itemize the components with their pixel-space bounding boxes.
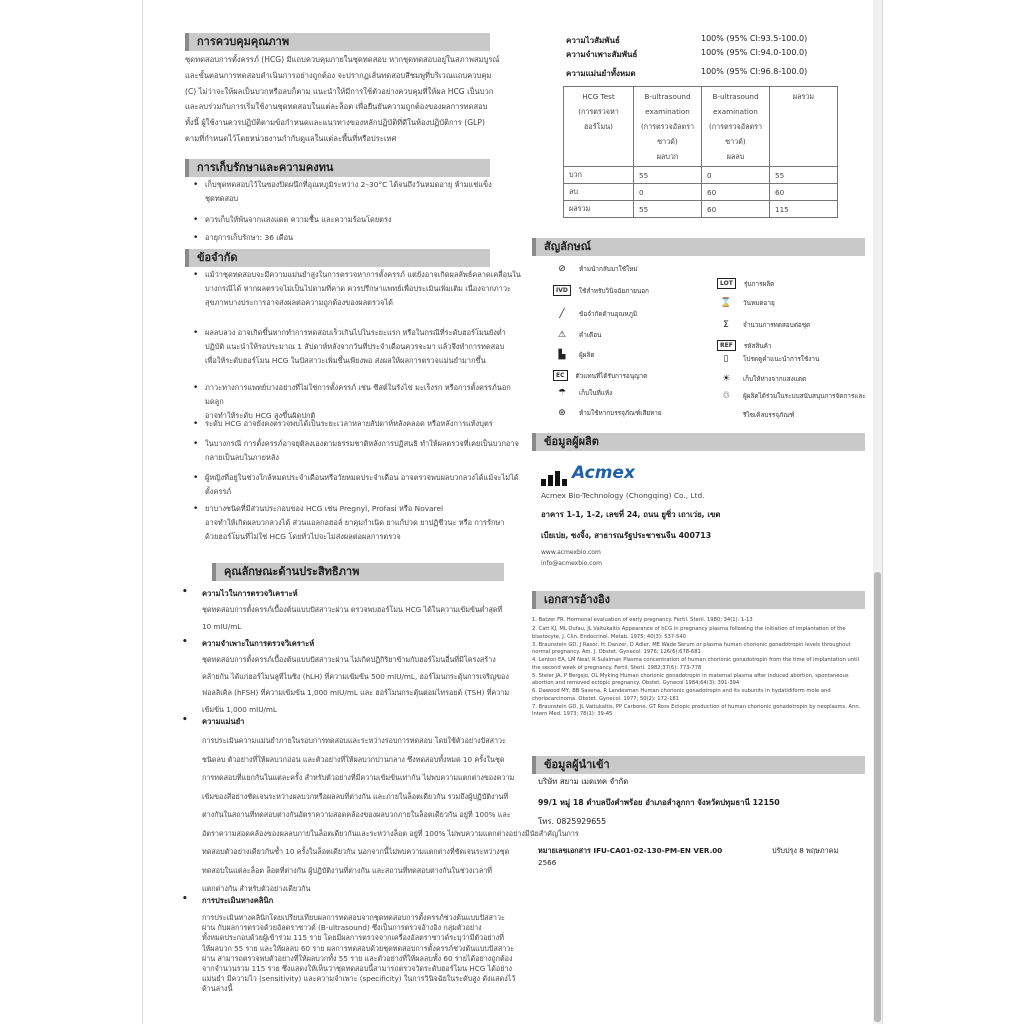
table-cell: 55 [634,201,702,218]
right-margin [882,0,1024,1024]
clin-lines: แม่นยำ มีความไว (sensitivity) และความจำเพาะ (specificity) ในการวินิจฉัยในระดับสูง ดังแสดงไว้ [202,974,516,984]
acc-lines: แตกต่างกัน สำหรับตัวอย่างเดียวกัน [202,884,311,893]
stat-label: ความจำเพาะสัมพันธ์ [566,50,638,59]
table-header-line: ผลรวม [792,92,815,101]
symbol-icon: ⚠ [557,330,567,340]
table-row [564,167,838,184]
limits-item [191,268,521,310]
storage-item: • ควรเก็บให้พ้นจากแสงแดด ความชื้น และความร้อนโดยตรง [191,213,511,227]
reference-item: 5. Steier JA, P Bergsjo, OL Myking Human chorionic gonadotropin in maternal plasma after induced abortion, spontaneous abortion and removed ectopic pregnancy. Obstet. Gynecol 1984;64(3): 391-394 [532,672,849,686]
acc-lines: การทดสอบที่แยกกันในแต่ละครั้ง สำหรับตัวอย่างที่มีความเข้มข้นเท่ากัน ไม่พบความแตกต่างของความ [202,773,515,782]
symbol-left-row [553,264,638,274]
storage-item: • เก็บชุดทดสอบไว้ในซองปิดผนึกที่อุณหภูมิระหว่าง 2–30°C ได้จนถึงวันหมดอายุ ห้ามแช่แข็ง ชุดทดสอบ [191,178,511,206]
limits-line: แม้ว่าชุดทดสอบจะมีความแม่นยำสูงในการตรวจหาการตั้งครรภ์ แต่ยังอาจเกิดผลลัพธ์คลาดเคลื่อนใน [205,270,521,279]
acmex-logo-text: Acmex [572,463,635,483]
limits-line: ปฏิบัติ แนะนำให้รอประมาณ 1 สัปดาห์หลังจากวันที่ประจำเดือนควรจะมา แล้วจึงทำการทดสอบ [205,342,505,351]
table-header-line: ผลลบ [726,152,745,161]
limits-line: ระดับ HCG อาจยังคงตรวจพบได้เป็นระยะเวลาหลายสัปดาห์หลังคลอด หรือหลังการแท้งบุตร [205,419,493,428]
symbol-left-row [553,350,595,360]
symbol-label: เก็บในที่แห้ง [579,389,613,397]
symbol-label: ห้ามนำกลับมาใช้ใหม่ [579,265,638,273]
acc-lines: ต่างกันในสถานที่ทดสอบต่างกันอัตราความสอดคล้องของผลบวกภายในล็อตเดียวกัน อยู่ที่ 100% และ [202,810,511,819]
limits-line: กลายเป็นลบในภายหลัง [205,453,279,462]
clin-lines: การประเมินทางคลินิกโดยเปรียบเทียบผลการทดสอบจากชุดทดสอบการตั้งครรภ์ช่วงต้นแบบปัสสาวะ [202,913,505,922]
symbol-left-row [553,330,601,340]
symbol-label: ตัวแทนที่ได้รับการอนุญาต [575,371,648,380]
clin-lines: ให้ผลบวก 55 ราย และให้ผลลบ 60 ราย ผลการทดสอบด้วยชุดทดสอบการตั้งครรภ์ช่วงต้นแบบปัสสาวะ [202,943,515,953]
symbol-icon: LOT [717,278,736,289]
limits-item [191,471,521,499]
limits-line: ภาวะทางการแพทย์บางอย่างที่ไม่ใช่การตั้งครรภ์ เช่น ซีสต์ในรังไข่ มะเร็งรก หรือการตั้งครรภ์นอกมดลูก [205,383,511,406]
symbol-label: รหัสสินค้า [743,341,772,350]
symbol-right-row [717,410,794,420]
symbol-label: ห้ามใช้หากบรรจุภัณฑ์เสียหาย [579,409,662,417]
symbol-icon: EC [553,370,568,381]
acc-lines: ทดสอบในแต่ละล็อต ล็อตที่ต่างกัน ผู้ปฏิบัติงานที่ต่างกัน และสถานที่ทดสอบต่างกันในช่วงเวลาที่ [202,865,493,875]
symbol-label: ผู้ผลิตได้ร่วมในระบบสนับสนุนการจัดการและ [743,392,866,400]
stat-value: 100% (95% CI:96.8-100.0) [701,67,808,76]
table-header [770,87,838,167]
symbol-label: รีไซเคิลบรรจุภัณฑ์ [743,411,795,419]
limits-item [191,326,521,368]
limits-line: ผลลบลวง อาจเกิดขึ้นหากทำการทดสอบเร็วเกินไปในระยะแรก หรือในกรณีที่ระดับฮอร์โมนยังต่ำ [205,328,506,337]
qc-line: (C) ไม่ว่าจะให้ผลเป็นบวกหรือลบก็ตาม แนะนำให้มีการใช้ตัวอย่างควบคุมที่ให้ผล HCG เป็นบวก [185,86,494,96]
sens-lines: ชุดทดสอบการตั้งครรภ์เบื้องต้นแบบปัสสาวะผ่าน ตรวจพบฮอร์โมน HCG ได้ในความเข้มข้นต่ำสุดที่ [202,605,503,614]
reference-item: 1. Batzer FR. Hormonal evaluation of early pregnancy. Fertil. Steril. 1980; 34(1): 1-13 [532,617,753,623]
symbol-icon: ♲ [721,391,731,401]
symbol-icon: ╱ [559,309,565,319]
manufacturer-heading: ข้อมูลผู้ผลิต [532,433,865,451]
clin-lines: จากจำนวนรวม 115 ราย ซึ่งแสดงให้เห็นว่าชุดทดสอบนี้สามารถตรวจวัดระดับฮอร์โมน HCG ได้อย่าง [202,964,512,973]
document-page [145,0,872,1024]
table-header-line: B-ultrasound [644,92,691,101]
symbol-label: โปรดดูคำแนะนำการใช้งาน [743,355,820,363]
references-heading: เอกสารอ้างอิง [532,591,865,609]
limits-line: ด้วยฮอร์โมนที่ไม่ใช่ HCG โดยทั่วไปจะไม่ส่งผลต่อผลการตรวจ [205,532,401,541]
table-header [564,87,634,167]
symbol-right-row [717,354,819,364]
acc-lines: ทดสอบตัวอย่างเดียวกันซ้ำ 10 ครั้งในล็อตเดียวกัน นอกจากนี้ไม่พบความแตกต่างที่ชัดเจนระหว่างชุด [202,847,510,856]
limits-heading: ข้อจำกัด [185,249,490,267]
limits-line: ตั้งครรภ์ [205,487,232,496]
table-cell: ลบ [564,184,634,201]
table-header-line: (การตรวจหา [578,107,619,116]
symbol-icon: ⌛ [720,298,732,308]
spec-lines: เข้มข้น 1,000 mIU/mL [202,704,277,714]
symbol-right-row [717,340,772,351]
reference-item: 2. Catt KJ, ML Dufau, JL Vaitukaitis Appearance of hCG in pregnancy plasma following the initiation of implantation of the blastocyte, J. Clin. Endocrinol. Metab. 1975; 40(3): 537-540 [532,626,846,640]
limits-line: ยาบางชนิดที่มีส่วนประกอบของ HCG เช่น Pregnyl, Profasi หรือ Novarel [205,504,444,513]
table-header-line: (การตรวจอัลตรา [640,122,695,131]
symbol-right-row [717,298,775,308]
left-margin [0,0,143,1024]
symbol-right-row [717,320,810,330]
table-cell: 60 [770,184,838,201]
table-cell: 0 [702,167,770,184]
limits-item [191,417,521,431]
table-header-line: ซาวด์) [725,137,746,146]
limits-line: ในบางกรณี การตั้งครรภ์อาจยุติลงเองตามธรรมชาติหลังการปฏิสนธิ ทำให้ผลตรวจที่เคยเป็นบวกอาจ [205,439,519,448]
table-cell: 55 [770,167,838,184]
clin-lines: ทั้งหมดประกอบด้วยผู้เข้าร่วม 115 ราย โดยมีผลการตรวจจากเครื่องอัลตราซาวด์ระบุว่ามีตัวอย่างที่ [202,933,504,943]
symbol-icon: ⊘ [558,264,566,274]
symbol-left-row [553,388,612,398]
spec-lines: ฟอลลิเคิล (hFSH) ที่ความเข้มข้น 1,000 mIU/mL และ ฮอร์โมนกระตุ้นต่อมไทรอยด์ (TSH) ที่ความ [202,688,510,697]
stat-value: 100% (95% CI:93.5-100.0) [701,34,808,43]
symbol-icon: IVD [553,285,571,296]
manufacturer-email[interactable]: info@acmexbio.com [541,560,602,567]
clinical-results-table [563,86,838,218]
specificity-title: • ความจำเพาะในการตรวจวิเคราะห์ [182,638,314,650]
symbol-right-row [717,278,774,289]
qc-line: ชุดทดสอบการตั้งครรภ์ (HCG) มีแถบควบคุมภายในชุดทดสอบ หากชุดทดสอบอยู่ในสภาพสมบูรณ์ [185,55,500,64]
scrollbar-thumb[interactable] [874,572,881,1022]
symbol-icon: ☀ [721,374,731,384]
table-header-line: ฮอร์โมน) [584,122,613,131]
symbol-label: คำเตือน [579,331,602,339]
qc-line: ทั้งนี้ ผู้ใช้งานควรปฏิบัติตามข้อกำหนดและแนวทางของหลักปฏิบัติที่ดีในห้องปฏิบัติการ (GLP) [185,118,485,128]
reference-item: 3. Braunstein GD, J Rasor, H. Danzer, D Adler, ME Wade Serum or plasma human chorionic gonadotropin levels throughout normal pregnancy. Am. J. Obstet. Gynecol. 1976; 126(6):678-681 [532,641,851,655]
acmex-logo-icon [541,470,567,486]
limits-line: เพื่อให้ระดับฮอร์โมน HCG ในปัสสาวะเพิ่มขึ้นเพียงพอ ส่งผลให้ผลการตรวจแม่นยำมากขึ้น [205,356,486,365]
stat-value: 100% (95% CI:94.0-100.0) [701,48,808,57]
table-header-line: HCG Test [582,92,615,101]
storage-heading: การเก็บรักษาและความคงทน [185,159,490,177]
symbols-heading: สัญลักษณ์ [532,238,865,256]
importer-heading: ข้อมูลผู้นำเข้า [532,756,865,774]
spec-lines: ชุดทดสอบการตั้งครรภ์เบื้องต้นแบบปัสสาวะผ่าน ไม่เกิดปฏิกิริยาข้ามกับฮอร์โมนอื่นที่มีโครงสร้าง [202,655,496,664]
symbol-label: ใช้สำหรับวินิจฉัยภายนอก [578,286,649,295]
clin-lines: ผ่าน สามารถตรวจพบตัวอย่างที่ให้ผลบวกทั้ง 55 ราย และตัวอย่างที่ให้ผลลบทั้ง 60 รายได้อย่างถูกต้อง [202,953,513,963]
acc-lines: การประเมินความแม่นยำภายในรอบการทดสอบและระหว่างรอบการทดสอบ โดยใช้ตัวอย่างปัสสาวะ [202,736,506,745]
acc-lines: อัตราความสอดคล้องของผลลบภายในล็อตเดียวกันและระหว่างล็อต อยู่ที่ 100% ไม่พบความแตกต่างอย่างมีนัยสำคัญในการ [202,828,579,838]
stat-label: ความแม่นยำทั้งหมด [566,69,636,78]
sens-lines: 10 mIU/mL [202,622,242,631]
table-header-line: ซาวด์) [657,137,678,146]
table-row [564,184,838,201]
symbol-right-row [717,374,806,384]
manufacturer-address-2: เบียเบ่ย, ซงจิ้ง, สาธารณรัฐประชาชนจีน 400713 [541,531,712,540]
manufacturer-website[interactable]: www.acmexbio.com [541,549,601,556]
symbol-label: ข้อจำกัดด้านอุณหภูมิ [579,310,638,318]
table-header-line: examination [645,107,690,116]
qc-line: และขั้นตอนการทดสอบดำเนินการอย่างถูกต้อง จะปรากฏเส้นทดสอบสีชมพูที่บริเวณแถบควบคุม [185,70,492,80]
storage-item: • อายุการเก็บรักษา: 36 เดือน [191,231,511,245]
symbol-icon: ☂ [557,388,567,398]
symbol-label: เก็บให้ห่างจากแสงแดด [743,375,807,383]
importer-name: บริษัท สยาม เมดเทค จำกัด [538,777,629,786]
table-cell: 0 [634,184,702,201]
symbol-label: วันหมดอายุ [743,299,775,307]
limits-item [191,502,521,544]
limits-line: อาจทำให้เกิดผลบวกลวงได้ ส่วนแอลกอฮอล์ ยาคุมกำเนิด ยาแก้ปวด ยาปฏิชีวนะ หรือ การรักษา [205,518,505,527]
manufacturer-company: Acmex Bio-Technology (Chongqing) Co., Ltd. [541,491,705,500]
table-cell: ผลรวม [564,201,634,218]
limits-item [191,437,521,465]
table-cell: 55 [634,167,702,184]
importer-phone: โทร. 0825929655 [538,817,607,826]
qc-heading: การควบคุมคุณภาพ [185,33,490,51]
symbol-icon: Σ [723,320,729,330]
symbol-left-row [553,285,649,296]
limits-line: บางกรณีได้ หากผลตรวจไม่เป็นไปตามที่คาด ควรปรึกษาแพทย์เพื่อประเมินเพิ่มเติม เนื่องจากภาวะ [205,284,511,293]
revision-year: 2566 [538,858,557,867]
clinical-title: • การประเมินทางคลินิก [182,895,273,907]
limits-line: สุขภาพบางประการอาจส่งผลต่อความถูกต้องของผลตรวจได้ [205,298,393,307]
limits-line: ผู้หญิงที่อยู่ในช่วงใกล้หมดประจำเดือนหรือวัยหมดประจำเดือน อาจตรวจพบผลบวกลวงได้แม้จะไม่ได้ [205,473,519,482]
reference-item: 6. Dawood MY, BB Saxena, R Landesman Human chorionic gonadotropin and its subunits in hydatidiform mole and choriocarcinoma. Obstet. Gynecol. 1977; 50(2): 172-181 [532,688,831,702]
symbol-left-row [553,408,662,418]
symbol-icon: ▙ [558,350,566,360]
revision-date: ปรับปรุง 8 พฤษภาคม [772,846,839,855]
table-cell: บวก [564,167,634,184]
table-header-line: ผลบวก [656,152,679,161]
acc-lines: ชนิดลบ ตัวอย่างที่ให้ผลบวกอ่อน และตัวอย่างที่ให้ผลบวกปานกลาง ซึ่งทดสอบทั้งหมด 10 ครั้งในชุด [202,754,505,764]
symbol-left-row [553,309,637,319]
table-header-line: B-ultrasound [712,92,759,101]
table-cell: 60 [702,201,770,218]
document-number: หมายเลขเอกสาร IFU-CA01-02-130-PM-EN VER.00 [538,846,723,855]
symbol-label: ผู้ผลิต [579,351,595,359]
table-header-line: (การตรวจอัลตรา [708,122,763,131]
symbol-icon: REF [717,340,736,351]
clin-lines: ด้านล่างนี้ [202,984,233,994]
vertical-scrollbar[interactable] [873,0,882,1024]
precision-title: • ความแม่นยำ [182,716,244,728]
table-cell: 60 [702,184,770,201]
importer-address: 99/1 หมู่ 18 ตำบลบึงคำพร้อย อำเภอลำลูกกา จังหวัดปทุมธานี 12150 [538,798,780,807]
symbol-label: รุ่นการผลิต [743,279,775,288]
qc-line: และลบร่วมกับการเริ่มใช้งานชุดทดสอบในแต่ละล็อต เพื่อยืนยันความถูกต้องของผลการทดสอบ [185,102,488,112]
clin-lines: ผ่าน กับผลการตรวจด้วยอัลตราซาวด์ (B-ultrasound) ซึ่งเป็นการตรวจอ้างอิง กลุ่มตัวอย่าง [202,923,482,933]
reference-item: 7. Braunstein GD, JL Vaitukaitis, PP Carbone, GT Ross Ectopic production of human chorionic gonadotropin by neoplasms. Ann. Intern Med. 1973; 78(1): 39-45 [532,703,861,717]
spec-lines: คล้ายกัน ได้แก่ฮอร์โมนลูทีไนซิง (hLH) ที่ความเข้มข้น 500 mIU/mL, ฮอร์โมนกระตุ้นการเจริญของ [202,671,509,681]
symbol-icon: ⊛ [558,408,566,418]
performance-heading: คุณลักษณะด้านประสิทธิภาพ [212,563,504,581]
symbol-label: จำนวนการทดสอบต่อชุด [743,321,811,329]
manufacturer-address-1: อาคาร 1-1, 1-2, เลขที่ 24, ถนน ยูซิ่ว เถาเว่ย, เขต [541,510,721,519]
table-cell: 115 [770,201,838,218]
qc-line: ตามที่กำหนดไว้โดยหน่วยงานกำกับดูแลในแต่ละพื้นที่หรือประเทศ [185,134,397,143]
limits-line: อาจทำให้ระดับ HCG สูงขึ้นผิดปกติ [205,411,316,420]
table-row [564,201,838,218]
symbol-right-row [717,391,866,401]
table-header [702,87,770,167]
acc-lines: เข้มของสีอย่างชัดเจนระหว่างผลบวกหรือผลลบที่ต่างกัน และภายในล็อตเดียวกัน รวมถึงผู้ปฏิบัติงานที่ [202,791,509,801]
sensitivity-title: • ความไวในการตรวจวิเคราะห์ [182,588,298,600]
reference-item: 4. Lenton EA, LM Neal, R Sulaiman Plasma concentration of human chorionic gonadotropin from the time of implantation until the second week of pregnancy. Fertil. Steril. 1982;37(6): 773-778 [532,657,859,671]
symbol-icon: ▯ [723,354,729,364]
stat-label: ความไวสัมพันธ์ [566,36,620,45]
table-header-line: examination [713,107,758,116]
table-header [634,87,702,167]
symbol-left-row [553,370,647,381]
